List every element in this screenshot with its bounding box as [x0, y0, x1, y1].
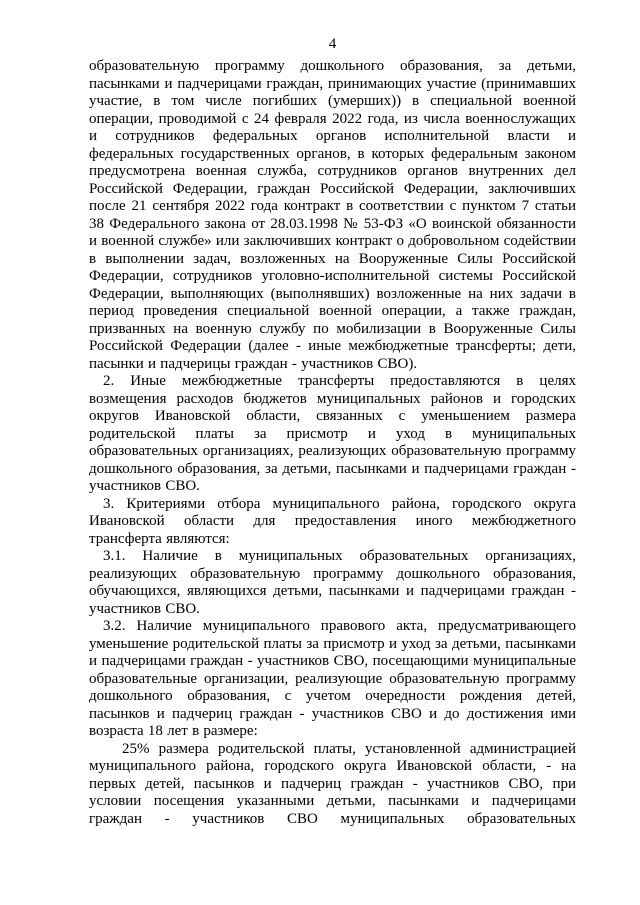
paragraph: 3. Критериями отбора муниципального района, городского округа Ивановской области для предоставления иного межбюджетного трансферта являются: — [89, 495, 576, 547]
page-number: 4 — [328, 36, 337, 52]
paragraph: 3.1. Наличие в муниципальных образовательных организациях, реализующих образовательную программу дошкольного образования, обучающихся, являющихся детьми, пасынками и падчерицами граждан - участников СВО. — [89, 548, 576, 617]
paragraph: 2. Иные межбюджетные трансферты предоставляются в целях возмещения расходов бюджетов муниципальных районов и городских округов Ивановской области, связанных с уменьшением размера родительской платы за присмотр и уход в муниципальных образовательных организациях, реализующих образовательную программу дошкольного образования, за детьми, пасынками и падчерицами граждан - участников СВО. — [89, 373, 576, 494]
paragraph: 3.2. Наличие муниципального правового акта, предусматривающего уменьшение родительской платы за присмотр и уход за детьми, пасынками и падчерицами граждан - участников СВО, посещающими муниципальные образовательные организации, реализующие образовательную программу дошкольного образования, с учетом очередности рождения детей, пасынков и падчериц граждан - участников СВО и до достижения ими возраста 18 лет в размере: — [89, 618, 576, 739]
paragraph: 25% размера родительской платы, установленной администрацией муниципального района, городского округа Ивановской области, - на первых детей, пасынков и падчериц граждан - участников СВО, при условии посещения указанными детьми, пасынками и падчерицами граждан - участников СВО муниципальных образовательных — [89, 740, 576, 827]
document-body — [89, 58, 576, 828]
paragraph: образовательную программу дошкольного образования, за детьми, пасынками и падчерицами граждан, принимающих участие (принимавших участие, в том числе погибших (умерших)) в специальной военной операции, проводимой с 24 февраля 2022 года, из числа военнослужащих и сотрудников федеральных органов исполнительной власти и федеральных государственных органов, в которых федеральным законом предусмотрена военная служба, сотрудников органов внутренних дел Российской Федерации, граждан Российской Федерации, заключивших после 21 сентября 2022 года контракт в соответствии с пунктом 7 статьи 38 Федерального закона от 28.03.1998 № 53-ФЗ «О воинской обязанности и военной службе» или заключивших контракт о добровольном содействии в выполнении задач, возложенных на Вооруженные Силы Российской Федерации, сотрудников уголовно-исполнительной системы Российской Федерации, выполняющих (выполнявших) возложенные на них задачи в период проведения специальной военной операции, а также граждан, призванных на военную службу по мобилизации в Вооруженные Силы Российской Федерации (далее - иные межбюджетные трансферты; дети, пасынки и падчерицы граждан - участников СВО). — [89, 58, 576, 372]
